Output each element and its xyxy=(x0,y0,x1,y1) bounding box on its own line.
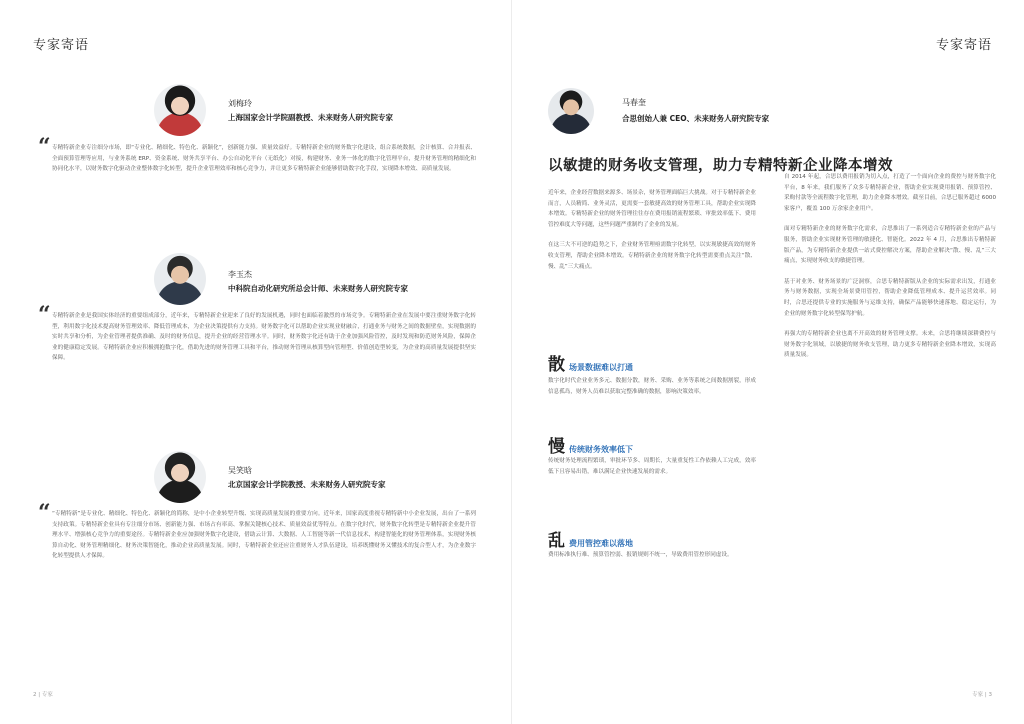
page-footer-right: 专家 | 3 xyxy=(972,692,992,698)
expert-name: 刘梅玲 xyxy=(228,99,252,108)
expert-title: 中科院自动化研究所总会计师、未来财务人研究院专家 xyxy=(228,284,408,293)
expert-name: 吴笑晗 xyxy=(228,466,252,475)
paragraph: 面对专精特新企业的财务数字化需求，合思推出了一系列适合专精特新企业的产品与服务，帮助企业实现财务管理的敏捷化、智能化。2022 年 4 月，合思推出专精特新版产品，为专精特新企业提供一站式费控解决方案，帮助企业解决“散、慢、乱”三大痛点，实现财务收支的敏捷管理。 xyxy=(784,226,996,265)
paragraph: 自 2014 年起，合思以费用报销为切入点，打造了一个面向企业的费控与财务数字化平台，8 年来，我们服务了众多专精特新企业，帮助企业实现费用报销、预算管控、采购付款等全流程数字化管理，助力企业降本增效。截至目前，合思已服务超过 6000 家客户，覆盖 100 万余家企业用户。 xyxy=(784,174,996,212)
quote-mark-icon: “ xyxy=(38,500,51,526)
expert-title: 上海国家会计学院副教授、未来财务人研究院专家 xyxy=(228,113,393,122)
feature-author-name: 马春奎 xyxy=(622,98,646,107)
article-column-2 xyxy=(784,172,996,371)
section-label: 传统财务效率低下 xyxy=(569,445,633,454)
section-label: 费用管控难以落地 xyxy=(569,539,633,548)
avatar xyxy=(154,84,206,136)
page-header-right: 专家寄语 xyxy=(935,38,992,53)
section-text: 传统财务处理流程繁琐，审批环节多、周期长，大量重复性工作依赖人工完成，效率低下且容易出错，难以满足企业快速发展的需求。 xyxy=(548,458,756,475)
avatar xyxy=(548,88,594,134)
expert-title: 北京国家会计学院教授、未来财务人研究院专家 xyxy=(228,480,386,489)
avatar xyxy=(154,253,206,305)
paragraph: 近年来，企业经营数据来源多、场景杂，财务管理面临巨大挑战。对于专精特新企业而言，人员精简、业务灵活，更需要一套敏捷高效的财务管理工具，帮助企业实现降本增效。专精特新企业的财务管理往往存在费用报销流程繁琐、审批效率低下、费用管控难度大等问题，这些问题严重制约了企业的发展。 xyxy=(548,190,756,228)
article-headline: 以敏捷的财务收支管理，助力专精特新企业降本增效 xyxy=(548,158,893,174)
feature-author-title: 合思创始人兼 CEO、未来财务人研究院专家 xyxy=(622,114,770,123)
expert-quote-text: “专精特新”是专业化、精细化、特色化、新颖化的简称，是中小企业转型升级、实现高质量发展的重要方向。近年来，国家高度重视专精特新中小企业发展，出台了一系列支持政策。专精特新企业具有专注细分市场、创新能力强、市场占有率高、掌握关键核心技术、质量效益优等特点。在数字化时代，财务数字化转型是专精特新企业提升管理水平、增强核心竞争力的重要途径。专精特新企业应加强财务数字化建设，借助云计算、大数据、人工智能等新一代信息技术，构建智能化的财务管理体系，实现财务核算自动化、财务管理精细化、财务决策智能化，推动企业高质量发展。同时，专精特新企业还应注重财务人才队伍建设，培养既懂财务又懂技术的复合型人才，为企业数字化转型提供人才保障。 xyxy=(52,511,476,560)
expert-name: 李玉杰 xyxy=(228,270,252,279)
paragraph: 基于对业务、财务场景的广泛洞察，合思专精特新版从企业的实际需求出发，打通业务与财务数据，实现全场景费用管控，帮助企业降低管理成本、提升运营效率。同时，合思还提供专业的实施服务与运维支持，确保产品能够快速落地、稳定运行，为企业的财务数字化转型保驾护航。 xyxy=(784,278,996,317)
page-header-left: 专家寄语 xyxy=(33,38,90,53)
paragraph: 在这三大不可逆的趋势之下，企业财务管理亟需数字化转型，以实现敏捷高效的财务收支管理，帮助企业降本增效。专精特新企业的财务数字化转型需要重点关注“散、慢、乱”三大痛点。 xyxy=(548,242,756,270)
expert-quote-text: 专精特新企业专注细分市场，即“专业化、精细化、特色化、新颖化”，创新能力强、质量效益好。专精特新企业的财务数字化建设，组合系统数据，会计核算、合并报表、全面预算管理等应用，与业务系统 ERP、资金系统、财务共享平台、办公自动化平台（无纸化）对接，构建财务、业务一体化的数字化管理平台，提升财务管理的精细化和协同化水平，以财务数字化驱动企业整体数字化转型，提升企业管理效率和核心竞争力，并让更多专精特新企业能够借助数字化手段，实现降本增效、高质量发展。 xyxy=(52,145,476,173)
quote-mark-icon: “ xyxy=(38,302,51,328)
section-text: 费用标准执行难、预算管控弱、报销规则不统一，导致费用管控形同虚设。 xyxy=(548,552,733,558)
expert-quote-text: 专精特新企业是我国实体经济的重要组成部分，近年来，专精特新企业迎来了良好的发展机遇，同时也面临着激烈的市场竞争。专精特新企业在发展中要注重财务数字化转型，利用数字化技术提高财务管理效率、降低管理成本，为企业决策提供有力支持。财务数字化可以帮助企业实现业财融合，打通业务与财务之间的数据壁垒，实现数据的实时共享和分析，为企业管理者提供准确、及时的财务信息，提升企业的经营管理水平。同时，财务数字化还有助于企业加强风险管控，及时发现和防范财务风险，保障企业的健康稳定发展。专精特新企业应积极拥抱数字化，借助先进的财务管理工具和平台，推动财务管理从核算型向管理型、价值创造型转变，为企业的高质量发展提供坚实保障。 xyxy=(52,313,476,362)
section-label: 场景数据难以打通 xyxy=(569,363,633,372)
section-char: 慢 xyxy=(548,437,565,457)
avatar xyxy=(154,451,206,503)
section-heading xyxy=(548,350,633,375)
section-char: 散 xyxy=(548,355,565,375)
article-column-1 xyxy=(548,188,756,282)
paragraph: 再强大的专精特新企业也离不开高效的财务管理支撑。未来，合思将继续深耕费控与财务数字化领域，以敏捷的财务收支管理，助力更多专精特新企业降本增效，实现高质量发展。 xyxy=(784,331,996,359)
page-footer-left: 2 | 专家 xyxy=(33,692,53,698)
section-char: 乱 xyxy=(548,531,565,551)
section-heading xyxy=(548,526,633,551)
section-heading xyxy=(548,432,633,457)
quote-mark-icon: “ xyxy=(38,134,51,160)
section-text: 数字化时代企业业务多元、数据分散，财务、采购、业务等系统之间数据割裂，形成信息孤岛，财务人员难以获取完整准确的数据，影响决策效率。 xyxy=(548,378,756,395)
